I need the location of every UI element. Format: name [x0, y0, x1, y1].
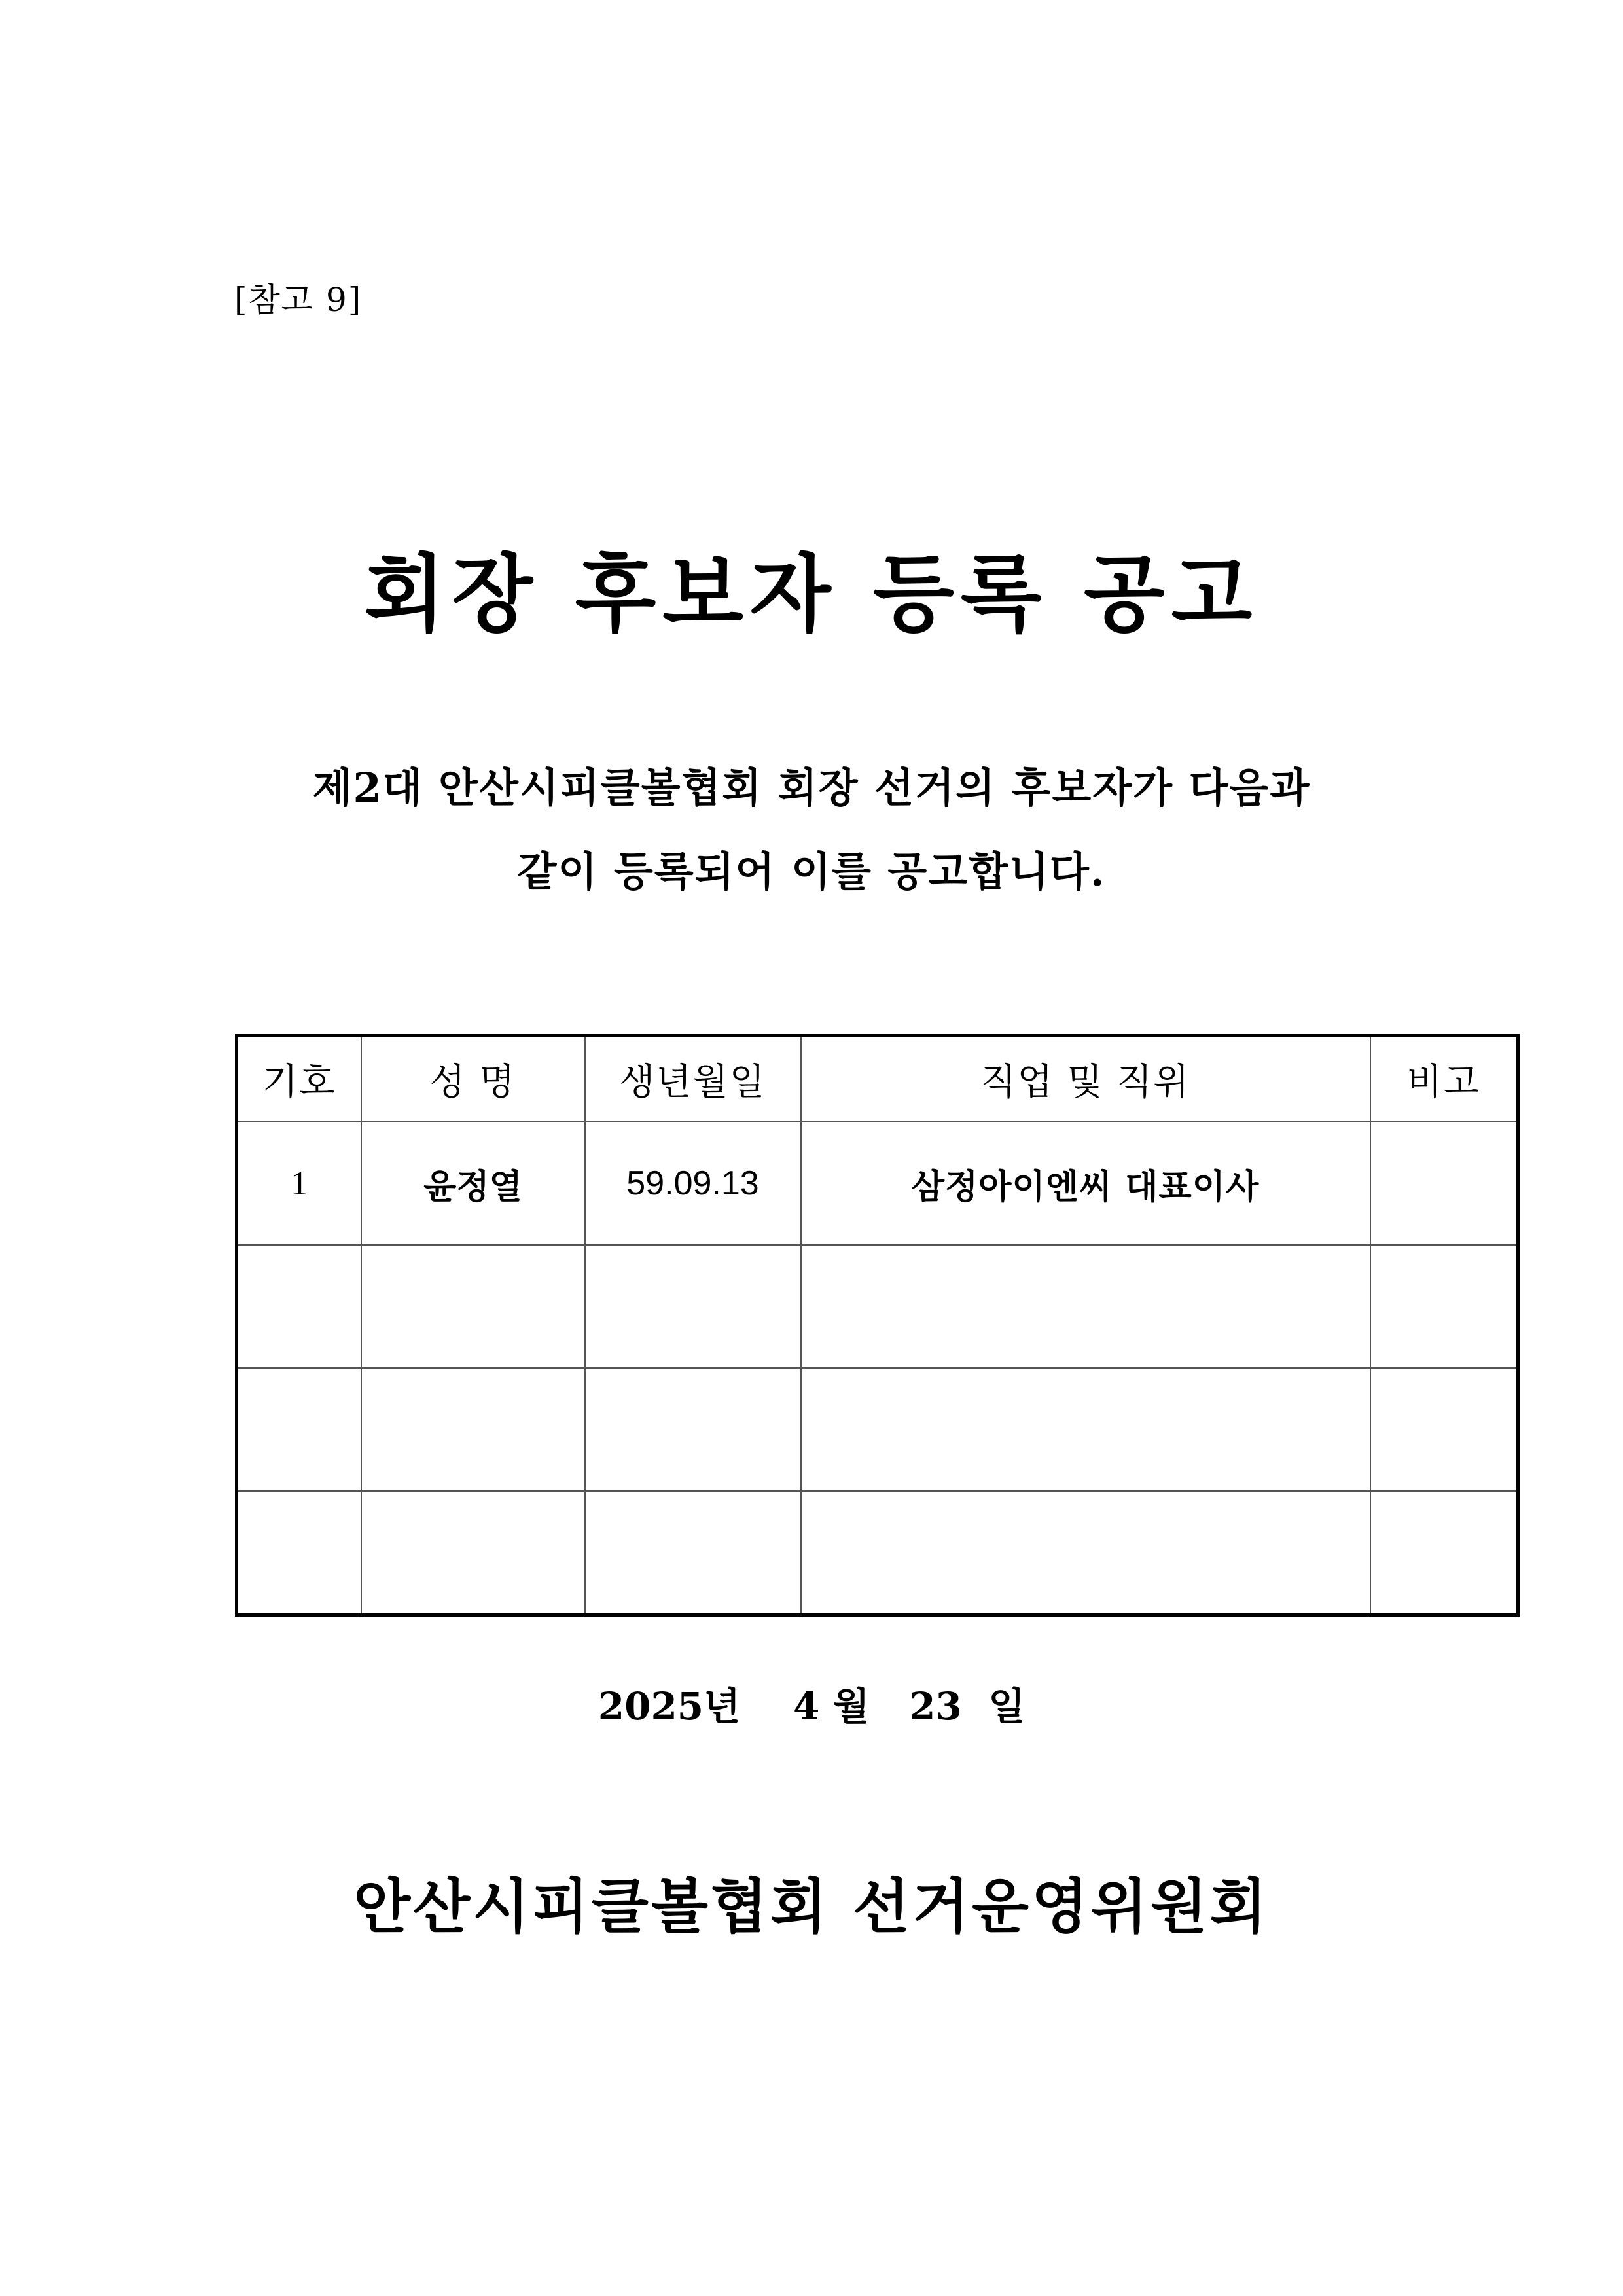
intro-paragraph [196, 746, 1427, 914]
cell-name [361, 1368, 585, 1491]
cell-birthdate: 59.09.13 [585, 1122, 801, 1245]
header-occupation: 직업 및 직위 [801, 1036, 1370, 1122]
cell-occupation [801, 1368, 1370, 1491]
table-row [237, 1368, 1518, 1491]
page-title: 회장 후보자 등록 공고 [364, 545, 1259, 643]
cell-number [237, 1491, 361, 1615]
cell-occupation [801, 1491, 1370, 1615]
cell-note [1370, 1245, 1518, 1368]
cell-number [237, 1368, 361, 1491]
cell-occupation [801, 1245, 1370, 1368]
cell-occupation: 삼정아이엔씨 대표이사 [801, 1122, 1370, 1245]
candidate-table [235, 1034, 1520, 1617]
cell-note [1370, 1122, 1518, 1245]
header-name: 성 명 [361, 1036, 585, 1122]
cell-name: 윤정열 [361, 1122, 585, 1245]
cell-name [361, 1245, 585, 1368]
cell-birthdate [585, 1368, 801, 1491]
table-row [237, 1245, 1518, 1368]
cell-number: 1 [237, 1122, 361, 1245]
header-number: 기호 [237, 1036, 361, 1122]
table-header-row [237, 1036, 1518, 1122]
table-row [237, 1122, 1518, 1245]
cell-name [361, 1491, 585, 1615]
cell-note [1370, 1491, 1518, 1615]
cell-number [237, 1245, 361, 1368]
reference-label: [참고 9] [234, 281, 363, 319]
announcement-date: 2025년 4 월 23 일 [597, 1684, 1026, 1729]
issuing-committee: 안산시피클볼협회 선거운영위원회 [353, 1872, 1270, 1941]
table-row [237, 1491, 1518, 1615]
intro-line-1: 제2대 안산시피클볼협회 회장 선거의 후보자가 다음과 [312, 764, 1311, 812]
intro-line-2: 같이 등록되어 이를 공고합니다. [517, 848, 1106, 895]
header-birthdate: 생년월일 [585, 1036, 801, 1122]
cell-note [1370, 1368, 1518, 1491]
cell-birthdate [585, 1245, 801, 1368]
header-note: 비고 [1370, 1036, 1518, 1122]
cell-birthdate [585, 1491, 801, 1615]
